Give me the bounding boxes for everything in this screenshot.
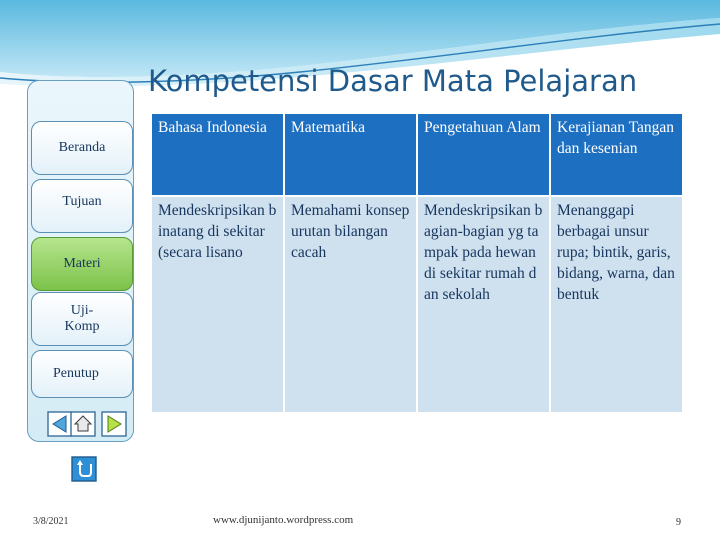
page-number: 9 [676,517,681,528]
header-pengetahuan-alam: Pengetahuan Alam [417,113,550,196]
slide-title: Kompetensi Dasar Mata Pelajaran [148,64,638,98]
nav-item-tujuan[interactable] [31,179,133,233]
cell-bahasa-indonesia: Mendeskripsikan binatang di sekitar (secara lisano [151,196,284,413]
competency-table [150,112,684,414]
return-icon[interactable] [71,456,97,482]
table-header-row [151,113,683,196]
header-kerajinan: Kerajianan Tangan dan kesenian [550,113,683,196]
nav-item-beranda[interactable]: Beranda [31,121,133,175]
nav-item-uji-komp[interactable]: Uji-Komp [31,292,133,346]
header-bahasa-indonesia: Bahasa Indonesia [151,113,284,196]
footer-date: 3/8/2021 [33,516,69,527]
table-row [151,196,683,413]
cell-pengetahuan-alam: Mendeskripsikan bagian-bagian yg tampak pada hewan di sekitar rumah dan sekolah [417,196,550,413]
cell-kerajinan: Menanggapi berbagai unsur rupa; bintik, garis, bidang, warna, dan bentuk [550,196,683,413]
footer-website: www.djunijanto.wordpress.com [213,514,354,526]
nav-item-materi[interactable]: Materi [31,237,133,291]
home-icon[interactable] [70,411,96,437]
next-icon[interactable] [101,411,127,437]
header-matematika: Matematika [284,113,417,196]
cell-matematika: Memahami konsep urutan bilangan cacah [284,196,417,413]
nav-item-penutup[interactable]: Penutup [31,350,133,398]
nav-item-label: Tujuan [62,194,102,209]
